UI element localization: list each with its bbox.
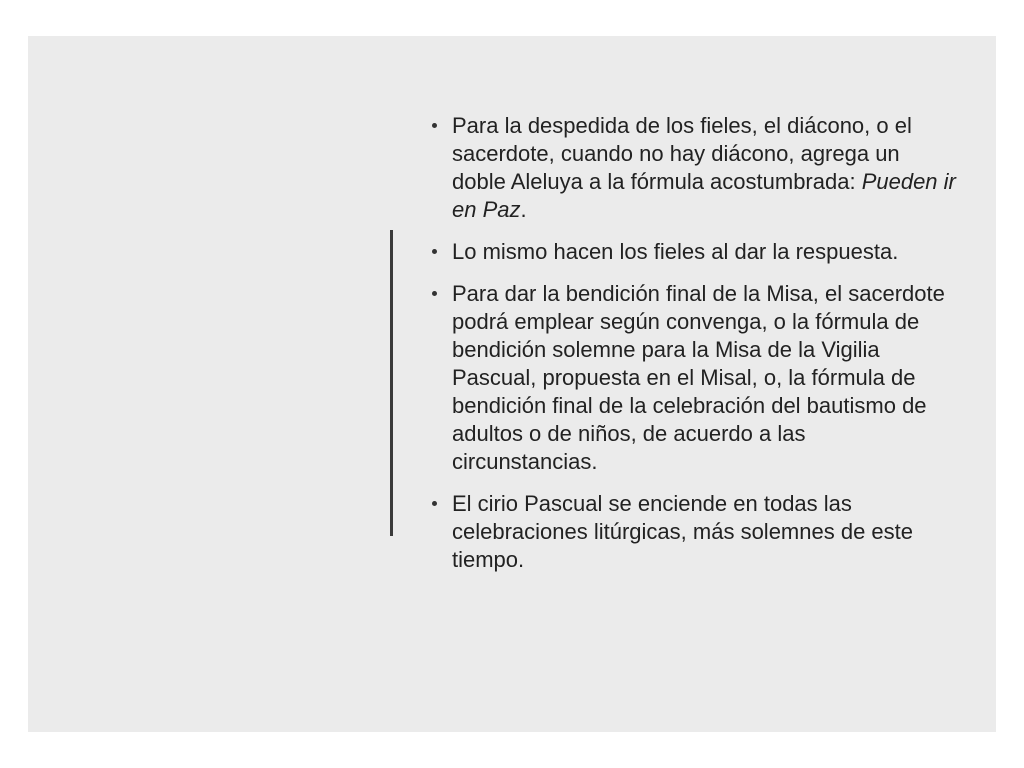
bullet-item <box>426 280 956 476</box>
bullet-text: Para dar la bendición final de la Misa, el sacerdote podrá emplear según convenga, o la fórmula de bendición solemne para la Misa de la Vigilia Pascual, propuesta en el Misal, o, la fórmula de bendición final de la celebración del bautismo de adultos o de niños, de acuerdo a las circunstancias. <box>452 281 945 474</box>
bullet-list <box>426 112 956 588</box>
bullet-text: Lo mismo hacen los fieles al dar la respuesta. <box>452 239 899 264</box>
bullet-icon <box>432 123 437 128</box>
slide <box>28 36 996 732</box>
bullet-text: Para la despedida de los fieles, el diácono, o el sacerdote, cuando no hay diácono, agrega un doble Aleluya a la fórmula acostumbrada: <box>452 113 912 194</box>
bullet-item <box>426 490 956 574</box>
vertical-divider <box>390 230 393 536</box>
bullet-text: El cirio Pascual se enciende en todas las celebraciones litúrgicas, más solemnes de este tiempo. <box>452 491 914 572</box>
bullet-icon <box>432 501 437 506</box>
bullet-italic-text: Pueden ir en Paz <box>452 169 956 222</box>
bullet-tail-text: . <box>520 197 527 222</box>
bullet-icon <box>432 291 437 296</box>
bullet-item <box>426 238 956 266</box>
bullet-icon <box>432 249 437 254</box>
bullet-item <box>426 112 956 224</box>
